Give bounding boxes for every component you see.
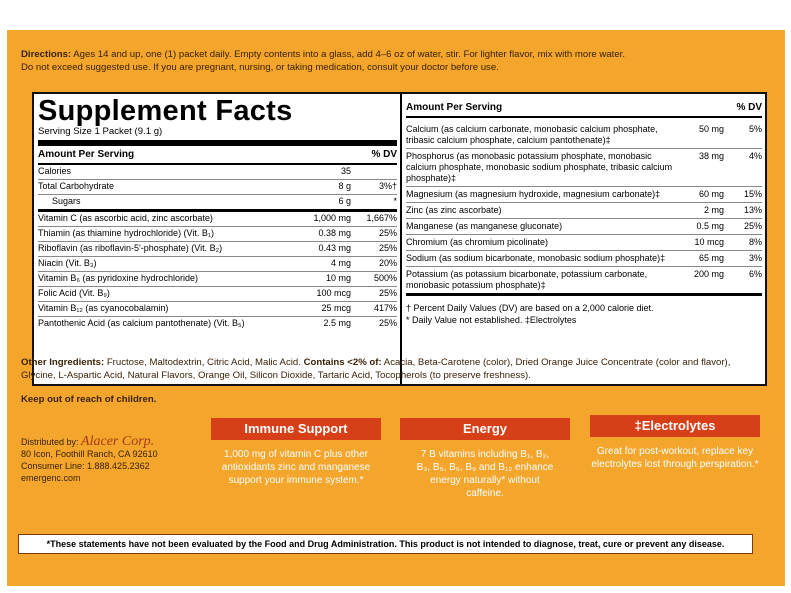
mineral-name: Magnesium (as magnesium hydroxide, magnesium carbonate)‡ bbox=[406, 189, 661, 199]
keep-out-warning: Keep out of reach of children. bbox=[21, 394, 157, 405]
supplement-facts-panel bbox=[32, 92, 767, 386]
nutrient-row bbox=[38, 287, 397, 302]
nutrient-name: Niacin (Vit. B₃) bbox=[38, 258, 97, 268]
mineral-dv: 3% bbox=[748, 253, 762, 263]
mineral-row bbox=[406, 187, 762, 203]
nutrient-dv: 25% bbox=[378, 318, 397, 328]
nutrient-dv bbox=[351, 166, 397, 177]
nutrient-name: Pantothenic Acid (as calcium pantothenate) (Vit. B₅) bbox=[38, 318, 245, 328]
mineral-dv: 8% bbox=[748, 237, 762, 247]
energy-body-line: caffeine. bbox=[466, 488, 504, 499]
immune-support-title: Immune Support bbox=[211, 418, 381, 440]
nutrient-name: Vitamin B₆ (as pyridoxine hydrochloride) bbox=[38, 273, 199, 283]
mineral-amount: 10 mcg bbox=[694, 237, 724, 247]
contains-text: Acacia, Beta-Carotene (color), Dried Orange Juice Concentrate (color and flavor), Glycine, L-Aspartic Acid, Natural Flavors, Orange Oil, Silicon Dioxide, Tartaric Acid, Tocopherols (to preserve freshness). bbox=[21, 357, 731, 381]
mineral-name: Calcium (as calcium carbonate, monobasic calcium phosphate, tribasic calcium phosphate, calcium pantothenate)‡ bbox=[406, 124, 658, 145]
nutrient-amount: 25 mcg bbox=[321, 303, 351, 313]
nutrient-dv: 417% bbox=[373, 303, 397, 313]
directions-line2: Do not exceed suggested use. If you are pregnant, nursing, or taking medication, consult your doctor before use. bbox=[21, 62, 499, 73]
nutrient-amount: 4 mg bbox=[330, 258, 351, 268]
nutrient-row bbox=[38, 257, 397, 272]
distributor-prefix: Distributed by: bbox=[21, 437, 79, 447]
electrolytes-body: Great for post-workout, replace key electrolytes lost through perspiration.* bbox=[591, 446, 759, 470]
nutrient-name: Total Carbohydrate bbox=[38, 181, 115, 191]
mineral-amount: 60 mg bbox=[698, 189, 724, 199]
energy-body-line: 7 B vitamins including B₁, B₂, bbox=[420, 449, 550, 460]
mineral-dv: 13% bbox=[743, 205, 762, 215]
nutrient-amount: 10 mg bbox=[325, 273, 351, 283]
other-ingredients-label: Other Ingredients: bbox=[21, 357, 105, 368]
nutrient-row bbox=[38, 195, 397, 212]
nutrient-dv: 25% bbox=[378, 228, 397, 238]
mineral-dv: 6% bbox=[748, 269, 762, 279]
mineral-amount: 65 mg bbox=[698, 253, 724, 263]
box-content bbox=[21, 48, 771, 574]
nutrient-dv: 20% bbox=[378, 258, 397, 268]
nutrient-row bbox=[38, 227, 397, 242]
mineral-row bbox=[406, 219, 762, 235]
mineral-row bbox=[406, 251, 762, 267]
mineral-name: Manganese (as manganese gluconate) bbox=[406, 221, 563, 231]
nutrient-row bbox=[38, 272, 397, 287]
mineral-row bbox=[406, 235, 762, 251]
mineral-name: Sodium (as sodium bicarbonate, monobasic sodium phosphate)‡ bbox=[406, 253, 666, 263]
mineral-row bbox=[406, 203, 762, 219]
nutrient-amount: 35 bbox=[340, 166, 351, 176]
nutrient-amount: 0.38 mg bbox=[318, 228, 351, 238]
nutrient-name: Folic Acid (Vit. B₉) bbox=[38, 288, 110, 298]
nutrient-row bbox=[38, 165, 397, 180]
dv-footnote: † Percent Daily Values (DV) are based on a 2,000 calorie diet. bbox=[406, 303, 654, 313]
other-ingredients bbox=[21, 356, 761, 382]
directions-label: Directions: bbox=[21, 49, 72, 60]
energy-body-line: B₃, B₅, B₆, B₉ and B₁₂ enhance bbox=[416, 462, 554, 473]
mineral-amount: 200 mg bbox=[693, 269, 724, 279]
product-box bbox=[7, 30, 785, 586]
nutrient-row bbox=[38, 242, 397, 257]
mineral-amount: 2 mg bbox=[703, 205, 724, 215]
directions-line1: Ages 14 and up, one (1) packet daily. Empty contents into a glass, add 4–6 oz of water, stir. For lighter flavor, mix with more water. bbox=[71, 49, 625, 60]
nutrient-amount: 6 g bbox=[338, 196, 351, 206]
distributor-info bbox=[21, 436, 158, 484]
immune-support-body: 1,000 mg of vitamin C plus other antioxidants zinc and manganese support your immune system.* bbox=[221, 449, 371, 486]
dv-footnote-2: * Daily Value not established. ‡Electrolytes bbox=[406, 315, 577, 325]
electrolytes-title: ‡Electrolytes bbox=[590, 415, 760, 437]
other-ingredients-text: Fructose, Maltodextrin, Citric Acid, Malic Acid. bbox=[104, 357, 304, 368]
nutrient-dv: 1,667% bbox=[366, 213, 397, 223]
nutrient-dv: 3%† bbox=[378, 181, 397, 191]
dv-header-right: % DV bbox=[736, 102, 762, 113]
nutrient-amount: 8 g bbox=[338, 181, 351, 191]
fda-disclaimer: *These statements have not been evaluated by the Food and Drug Administration. This product is not intended to diagnose, treat, cure or prevent any disease. bbox=[18, 534, 753, 554]
nutrient-name: Riboflavin (as riboflavin-5'-phosphate) (Vit. B₂) bbox=[38, 243, 223, 253]
nutrient-name: Vitamin C (as ascorbic acid, zinc ascorbate) bbox=[38, 213, 213, 223]
nutrient-amount: 100 mcg bbox=[316, 288, 351, 298]
mineral-row bbox=[406, 267, 762, 296]
mineral-dv: 5% bbox=[748, 124, 762, 134]
energy-panel bbox=[400, 418, 570, 500]
electrolytes-panel bbox=[590, 415, 760, 471]
nutrient-amount: 2.5 mg bbox=[323, 318, 351, 328]
column-divider bbox=[400, 94, 402, 384]
mineral-name: Phosphorus (as monobasic potassium phosphate, monobasic calcium phosphate, monobasic sodium phosphate, tribasic calcium phosphate)‡ bbox=[406, 151, 673, 183]
mineral-row bbox=[406, 118, 762, 149]
nutrient-name: Calories bbox=[38, 166, 72, 176]
contains-label: Contains <2% of: bbox=[303, 357, 382, 368]
nutrient-name: Thiamin (as thiamine hydrochloride) (Vit. B₁) bbox=[38, 228, 214, 238]
facts-title: Supplement Facts bbox=[38, 95, 293, 127]
nutrient-dv: 25% bbox=[378, 243, 397, 253]
consumer-line: Consumer Line: 1.888.425.2362 bbox=[21, 461, 150, 471]
distributor-address: 80 Icon, Foothill Ranch, CA 92610 bbox=[21, 449, 158, 459]
facts-left-column bbox=[38, 96, 397, 331]
nutrient-row bbox=[38, 317, 397, 331]
nutrient-row bbox=[38, 212, 397, 227]
mineral-dv: 25% bbox=[743, 221, 762, 231]
dv-header: % DV bbox=[371, 149, 397, 160]
nutrient-dv: 25% bbox=[378, 288, 397, 298]
amount-per-serving-label-right: Amount Per Serving bbox=[406, 102, 503, 113]
serving-size: Serving Size 1 Packet (9.1 g) bbox=[38, 126, 397, 146]
nutrient-dv: 500% bbox=[373, 273, 397, 283]
mineral-dv: 15% bbox=[743, 189, 762, 199]
energy-body bbox=[400, 440, 570, 500]
amount-per-serving-header-right bbox=[406, 100, 762, 118]
immune-support-panel bbox=[211, 418, 381, 487]
mineral-name: Chromium (as chromium picolinate) bbox=[406, 237, 549, 247]
energy-body-line: energy naturally* without bbox=[430, 475, 540, 486]
amount-per-serving-label: Amount Per Serving bbox=[38, 149, 135, 160]
nutrient-name: Vitamin B₁₂ (as cyanocobalamin) bbox=[38, 303, 169, 313]
mineral-name: Potassium (as potassium bicarbonate, potassium carbonate, monobasic potassium phosphate)‡ bbox=[406, 269, 648, 290]
facts-right-column bbox=[406, 100, 762, 326]
mineral-dv: 4% bbox=[748, 151, 762, 161]
website: emergenc.com bbox=[21, 473, 81, 483]
nutrient-name: Sugars bbox=[52, 196, 81, 206]
amount-per-serving-header bbox=[38, 146, 397, 165]
mineral-amount: 0.5 mg bbox=[696, 221, 724, 231]
alacer-logo: Alacer Corp. bbox=[81, 434, 155, 449]
mineral-row bbox=[406, 149, 762, 187]
mineral-amount: 50 mg bbox=[698, 124, 724, 134]
nutrient-row bbox=[38, 302, 397, 317]
nutrient-amount: 0.43 mg bbox=[318, 243, 351, 253]
energy-title: Energy bbox=[400, 418, 570, 440]
nutrient-row bbox=[38, 180, 397, 195]
nutrient-amount: 1,000 mg bbox=[313, 213, 351, 223]
directions bbox=[21, 48, 771, 74]
mineral-name: Zinc (as zinc ascorbate) bbox=[406, 205, 502, 215]
nutrient-dv: * bbox=[393, 196, 397, 206]
mineral-amount: 38 mg bbox=[698, 151, 724, 161]
